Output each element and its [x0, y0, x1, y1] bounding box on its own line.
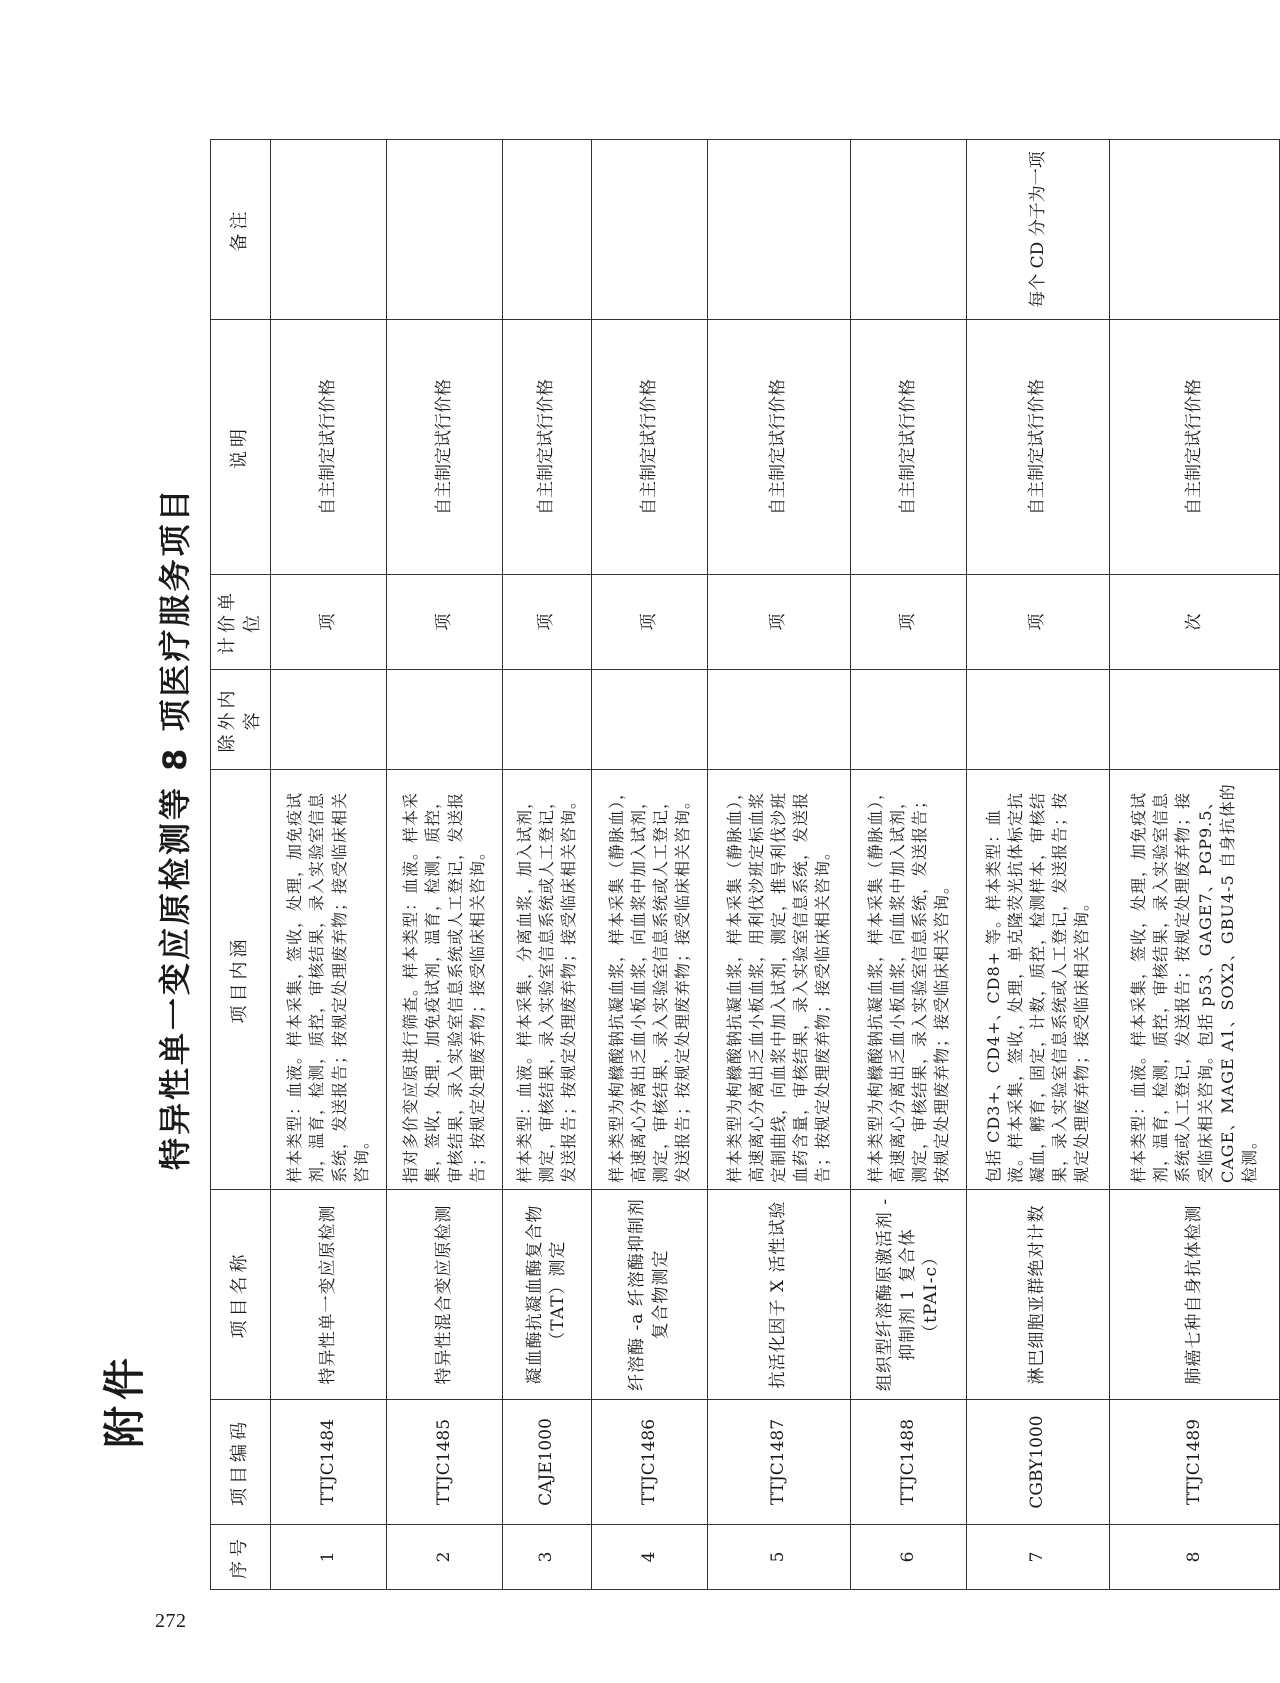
cell-note [271, 140, 387, 320]
cell-excluded [1110, 670, 1280, 770]
cell-code: TTJC1484 [271, 1400, 387, 1525]
cell-name: 肺癌七种自身抗体检测 [1110, 1190, 1280, 1400]
cell-description: 自主制定试行价格 [967, 320, 1110, 575]
cell-note [851, 140, 967, 320]
cell-content: 指对多价变应原进行筛查。样本类型：血液。样本采集，签收，处理，加免疫试剂，温育，检测，质控，审核结果，录入实验室信息系统或人工登记，发送报告；按规定处理废弃物；接受临床相关咨询。 [387, 770, 503, 1190]
table-row [387, 140, 503, 1590]
rotated-table-container [210, 140, 1280, 1590]
cell-name: 组织型纤溶酶原激活剂 - 抑制剂 1 复合体（tPAI-c） [851, 1190, 967, 1400]
cell-unit: 项 [592, 575, 708, 670]
header-unit: 计价单位 [211, 575, 271, 670]
cell-note [592, 140, 708, 320]
table-row [967, 140, 1110, 1590]
cell-content: 样本类型：血液。样本采集，分离血浆，加入试剂，测定，审核结果，录入实验室信息系统或人工登记，发送报告；按规定处理废弃物；接受临床相关咨询。 [503, 770, 592, 1190]
header-name: 项目名称 [211, 1190, 271, 1400]
cell-note [1110, 140, 1280, 320]
cell-code: TTJC1488 [851, 1400, 967, 1525]
cell-content: 包括 CD3+、CD4+、CD8+ 等。样本类型：血液。样本采集，签收，处理，单克隆荧光抗体标定抗凝血，孵育，固定，计数，质控，检测样本，审核结果，录入实验室信息系统或人工登记，发送报告；按规定处理废弃物；接受临床相关咨询。 [967, 770, 1110, 1190]
table-row [592, 140, 708, 1590]
cell-content: 样本类型：血液。样本采集，签收，处理，加免疫试剂，温育，检测，质控，审核结果，录入实验室信息系统或人工登记，发送报告；按规定处理废弃物；接受临床相关咨询。包括 p53、GAGE7、PGP9.5、CAGE、MAGE A1、SOX2、GBU4-5 自身抗体的检测。 [1110, 770, 1280, 1190]
cell-unit: 项 [387, 575, 503, 670]
cell-seq: 1 [271, 1525, 387, 1590]
cell-name: 纤溶酶 -a 纤溶酶抑制剂复合物测定 [592, 1190, 708, 1400]
cell-excluded [387, 670, 503, 770]
cell-excluded [592, 670, 708, 770]
cell-description: 自主制定试行价格 [1110, 320, 1280, 575]
table-row [503, 140, 592, 1590]
cell-excluded [271, 670, 387, 770]
attachment-label: 附件 [100, 1351, 149, 1448]
cell-code: CGBY1000 [967, 1400, 1110, 1525]
cell-unit: 项 [271, 575, 387, 670]
cell-excluded [851, 670, 967, 770]
header-description: 说明 [211, 320, 271, 575]
cell-seq: 3 [503, 1525, 592, 1590]
table-row [851, 140, 967, 1590]
cell-content: 样本类型为枸橼酸钠抗凝血浆，样本采集（静脉血），高速离心分离出乏血小板血浆，用利伐沙班定标血浆定制曲线，向血浆中加入试剂，测定，推导利伐沙班血药含量，审核结果，录入实验室信息系统，发送报告；按规定处理废弃物；接受临床相关咨询。 [708, 770, 851, 1190]
cell-code: TTJC1489 [1110, 1400, 1280, 1525]
header-seq: 序号 [211, 1525, 271, 1590]
cell-code: TTJC1487 [708, 1400, 851, 1525]
table-header-row [211, 140, 271, 1590]
service-items-table [210, 139, 1280, 1590]
cell-excluded [967, 670, 1110, 770]
cell-seq: 6 [851, 1525, 967, 1590]
cell-code: TTJC1485 [387, 1400, 503, 1525]
page-number: 272 [155, 1610, 187, 1632]
document-title: 特异性单一变应原检测等 8 项医疗服务项目 [156, 486, 194, 1170]
cell-excluded [503, 670, 592, 770]
cell-description: 自主制定试行价格 [503, 320, 592, 575]
header-content: 项目内涵 [211, 770, 271, 1190]
cell-seq: 2 [387, 1525, 503, 1590]
cell-note [387, 140, 503, 320]
cell-name: 抗活化因子 X 活性试验 [708, 1190, 851, 1400]
cell-unit: 项 [967, 575, 1110, 670]
cell-content: 样本类型为枸橼酸钠抗凝血浆，样本采集（静脉血），高速离心分离出乏血小板血浆，向血浆中加入试剂，测定，审核结果，录入实验室信息系统或人工登记，发送报告；按规定处理废弃物；接受临床相关咨询。 [592, 770, 708, 1190]
cell-seq: 4 [592, 1525, 708, 1590]
cell-seq: 7 [967, 1525, 1110, 1590]
cell-name: 特异性混合变应原检测 [387, 1190, 503, 1400]
table-row [271, 140, 387, 1590]
cell-code: TTJC1486 [592, 1400, 708, 1525]
cell-description: 自主制定试行价格 [592, 320, 708, 575]
cell-content: 样本类型为枸橼酸钠抗凝血浆，样本采集（静脉血），高速离心分离出乏血小板血浆，向血浆中加入试剂，测定，审核结果，录入实验室信息系统，发送报告；按规定处理废弃物；接受临床相关咨询。 [851, 770, 967, 1190]
cell-unit: 次 [1110, 575, 1280, 670]
cell-code: CAJE1000 [503, 1400, 592, 1525]
cell-unit: 项 [708, 575, 851, 670]
cell-note [503, 140, 592, 320]
cell-seq: 5 [708, 1525, 851, 1590]
cell-description: 自主制定试行价格 [387, 320, 503, 575]
header-code: 项目编码 [211, 1400, 271, 1525]
cell-note: 每个 CD 分子为一项 [967, 140, 1110, 320]
cell-unit: 项 [851, 575, 967, 670]
table-row [1110, 140, 1280, 1590]
cell-description: 自主制定试行价格 [708, 320, 851, 575]
cell-description: 自主制定试行价格 [271, 320, 387, 575]
cell-note [708, 140, 851, 320]
cell-name: 凝血酶抗凝血酶复合物（TAT）测定 [503, 1190, 592, 1400]
cell-unit: 项 [503, 575, 592, 670]
cell-seq: 8 [1110, 1525, 1280, 1590]
cell-content: 样本类型：血液。样本采集，签收，处理，加免疫试剂，温育，检测，质控，审核结果，录入实验室信息系统，发送报告；按规定处理废弃物；接受临床相关咨询。 [271, 770, 387, 1190]
cell-name: 特异性单一变应原检测 [271, 1190, 387, 1400]
table-row [708, 140, 851, 1590]
header-excluded: 除外内容 [211, 670, 271, 770]
cell-description: 自主制定试行价格 [851, 320, 967, 575]
cell-excluded [708, 670, 851, 770]
header-note: 备注 [211, 140, 271, 320]
cell-name: 淋巴细胞亚群绝对计数 [967, 1190, 1110, 1400]
